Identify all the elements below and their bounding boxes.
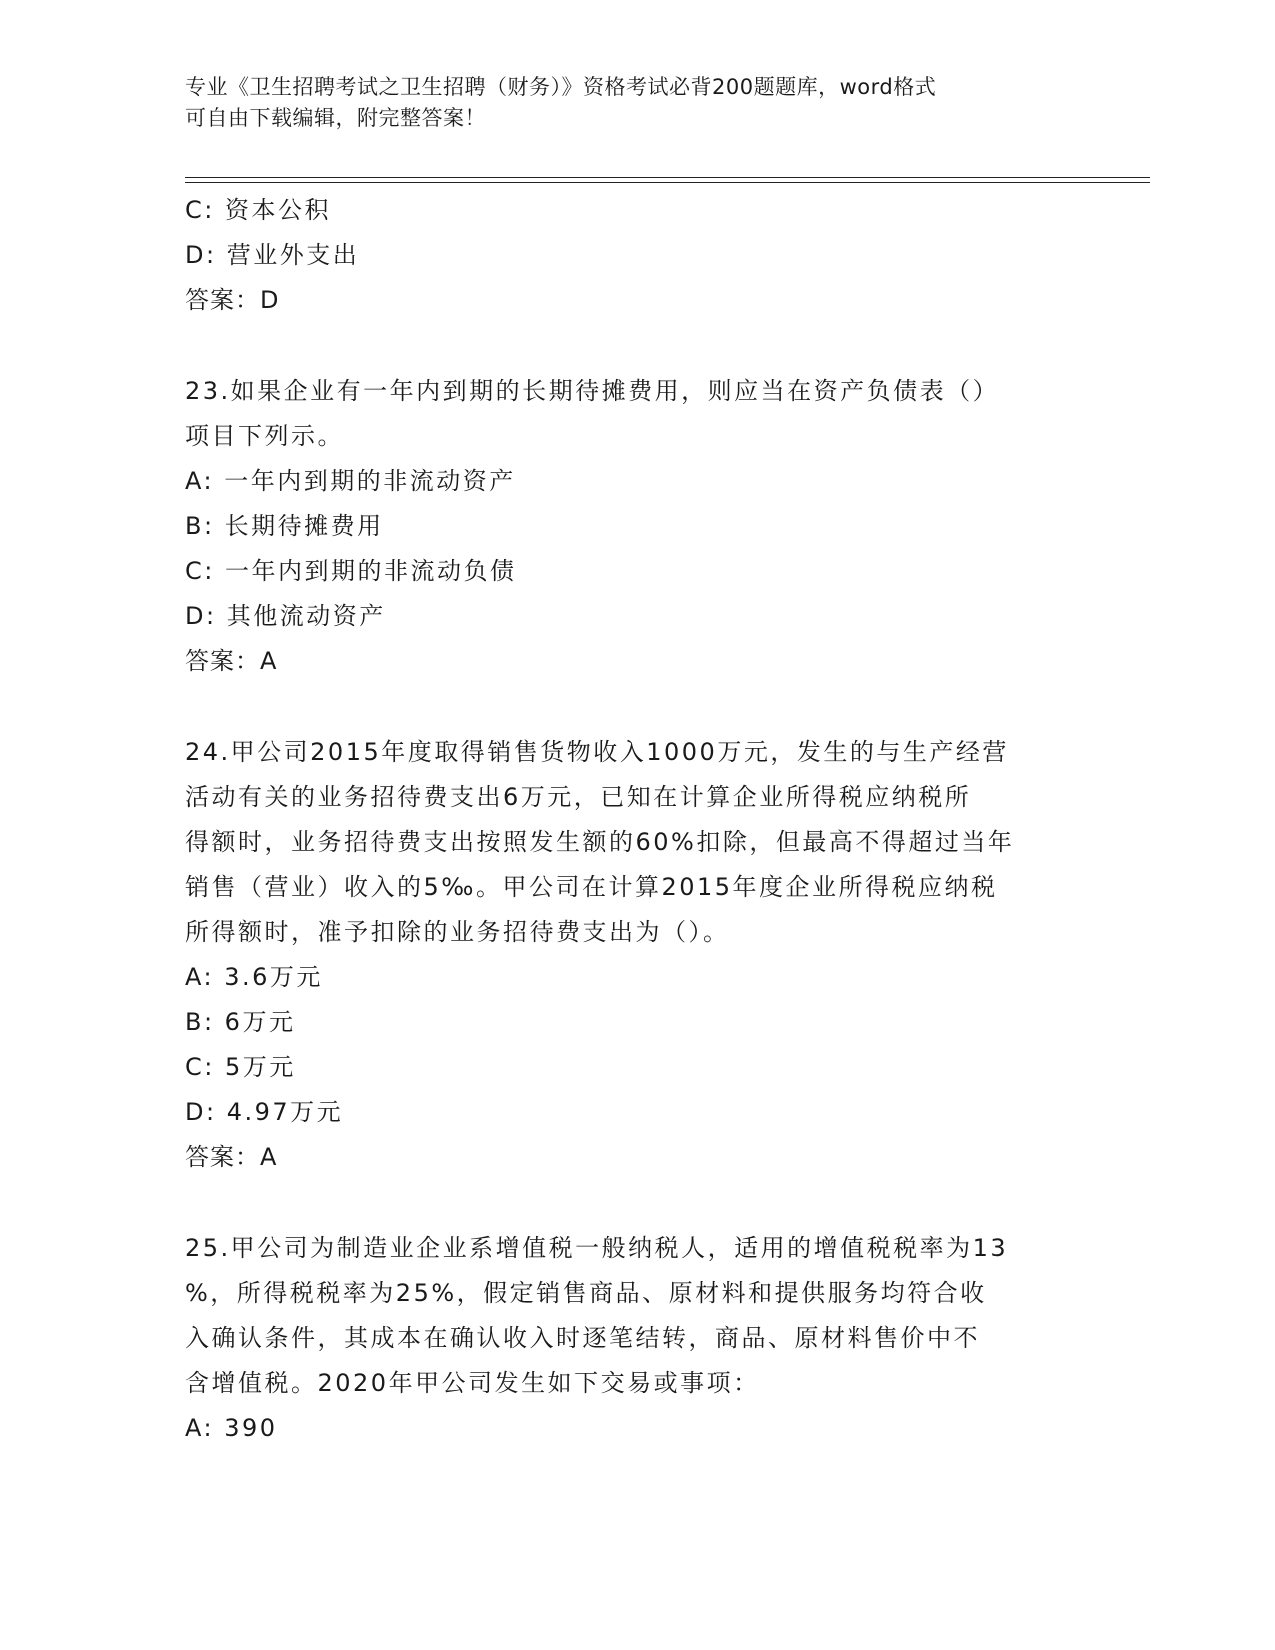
option-b: B: 6万元 [185,1008,296,1036]
question-stem-line: 含增值税。2020年甲公司发生如下交易或事项： [185,1369,760,1397]
header-line-1: 专业《卫生招聘考试之卫生招聘（财务）》资格考试必背200题题库，word格式 [185,75,937,99]
question-stem-line: 25.甲公司为制造业企业系增值税一般纳税人，适用的增值税税率为13 [185,1234,1009,1262]
header-divider-top [185,177,1150,178]
option-c: C: 5万元 [185,1053,296,1081]
question-stem-line: 活动有关的业务招待费支出6万元，已知在计算企业所得税应纳税所 [185,783,972,811]
question-stem-line: 23.如果企业有一年内到期的长期待摊费用，则应当在资产负债表（） [185,377,1000,405]
option-a: A: 390 [185,1414,278,1442]
question-stem-line: 入确认条件，其成本在确认收入时逐笔结转，商品、原材料售价中不 [185,1324,980,1352]
question-stem-line: %，所得税税率为25%，假定销售商品、原材料和提供服务均符合收 [185,1279,987,1307]
option-d: D: 营业外支出 [185,241,360,269]
document-header [185,72,1065,134]
option-a: A: 一年内到期的非流动资产 [185,467,516,495]
spacer [185,323,1085,369]
answer-line: 答案：D [185,286,280,314]
question-stem-line: 销售（营业）收入的5‰。甲公司在计算2015年度企业所得税应纳税 [185,873,998,901]
question-stem-line: 24.甲公司2015年度取得销售货物收入1000万元，发生的与生产经营 [185,738,1009,766]
spacer [185,1180,1085,1226]
option-b: B: 长期待摊费用 [185,512,384,540]
answer-line: 答案：A [185,647,278,675]
option-c: C: 一年内到期的非流动负债 [185,557,517,585]
question-stem-line: 所得额时，准予扣除的业务招待费支出为（）。 [185,918,730,946]
question-stem-line: 项目下列示。 [185,422,344,450]
question-22-continued [185,188,1085,323]
spacer [185,684,1085,730]
question-stem-line: 得额时，业务招待费支出按照发生额的60%扣除，但最高不得超过当年 [185,828,1015,856]
option-c: C: 资本公积 [185,196,331,224]
option-d: D: 4.97万元 [185,1098,344,1126]
question-23 [185,369,1085,684]
option-a: A: 3.6万元 [185,963,323,991]
answer-line: 答案：A [185,1143,278,1171]
question-24 [185,730,1085,1180]
header-line-2: 可自由下载编辑，附完整答案！ [185,106,486,130]
question-25 [185,1226,1085,1451]
header-divider-bottom [185,182,1150,183]
question-content [185,188,1085,1451]
option-d: D: 其他流动资产 [185,602,386,630]
